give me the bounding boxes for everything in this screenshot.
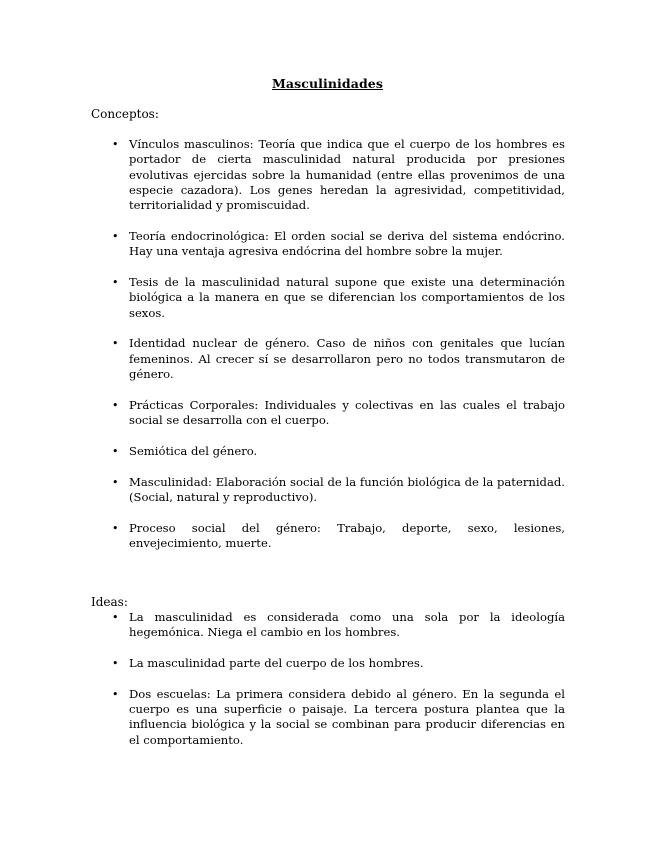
conceptos-list [91,137,565,567]
list-item [91,610,565,641]
list-item [91,229,565,260]
bullet-icon: • [112,687,119,701]
ideas-list [91,610,565,764]
list-item [91,336,565,382]
list-item-text: La masculinidad parte del cuerpo de los hombres. [129,656,424,671]
list-item-text: Tesis de la masculinidad natural supone que existe una determinación biológica a la manera en que se diferencian los comportamientos de los sexos. [129,275,565,320]
bullet-icon: • [112,444,119,458]
list-item-text: Teoría endocrinológica: El orden social se deriva del sistema endócrino. Hay una ventaja agresiva endócrina del hombre sobre la mujer. [129,228,565,259]
bullet-icon: • [112,138,119,151]
list-item [91,444,565,459]
document-title: Masculinidades [272,76,383,91]
list-item-text: Proceso social del género: Trabajo, deporte, sexo, lesiones, envejecimiento, muerte. [129,520,565,551]
list-item-text: Vínculos masculinos: Teoría que indica que el cuerpo de los hombres es portador de cierta masculinidad natural producida por presiones evolutivas ejercidas sobre la humanidad (entre ellas provenimos de una especie cazadora). Los genes heredan la agresividad, competitividad, territorialidad y promiscuidad. [129,137,565,213]
bullet-icon: • [112,229,119,243]
list-item-text: Masculinidad: Elaboración social de la función biológica de la paternidad. (Social, natural y reproductivo). [129,474,565,505]
bullet-icon: • [112,337,119,351]
list-item-text: La masculinidad es considerada como una sola por la ideología hegemónica. Niega el cambio en los hombres. [129,610,565,640]
list-item [91,275,565,321]
list-item-text: Identidad nuclear de género. Caso de niños con genitales que lucían femeninos. Al crecer sí se desarrollaron pero no todos transmutaron de género. [129,336,565,382]
list-item [91,656,565,671]
bullet-icon: • [112,276,119,290]
list-item [91,475,565,506]
list-item-text: Dos escuelas: La primera considera debido al género. En la segunda el cuerpo es una superficie o paisaje. La tercera postura plantea que la influencia biológica y la social se combinan para producir diferencias en el comportamiento. [129,686,565,747]
bullet-icon: • [112,611,119,624]
bullet-icon: • [112,657,119,671]
list-item-text: Prácticas Corporales: Individuales y colectivas en las cuales el trabajo social se desarrolla con el cuerpo. [129,397,565,428]
list-item [91,687,565,748]
bullet-icon: • [112,521,119,535]
conceptos-heading: Conceptos: [91,107,159,121]
list-item [91,521,565,552]
bullet-icon: • [112,398,119,412]
ideas-heading: Ideas: [91,595,128,609]
bullet-icon: • [112,475,119,489]
list-item [91,398,565,429]
list-item-text: Semiótica del género. [129,443,258,458]
list-item [91,137,565,213]
